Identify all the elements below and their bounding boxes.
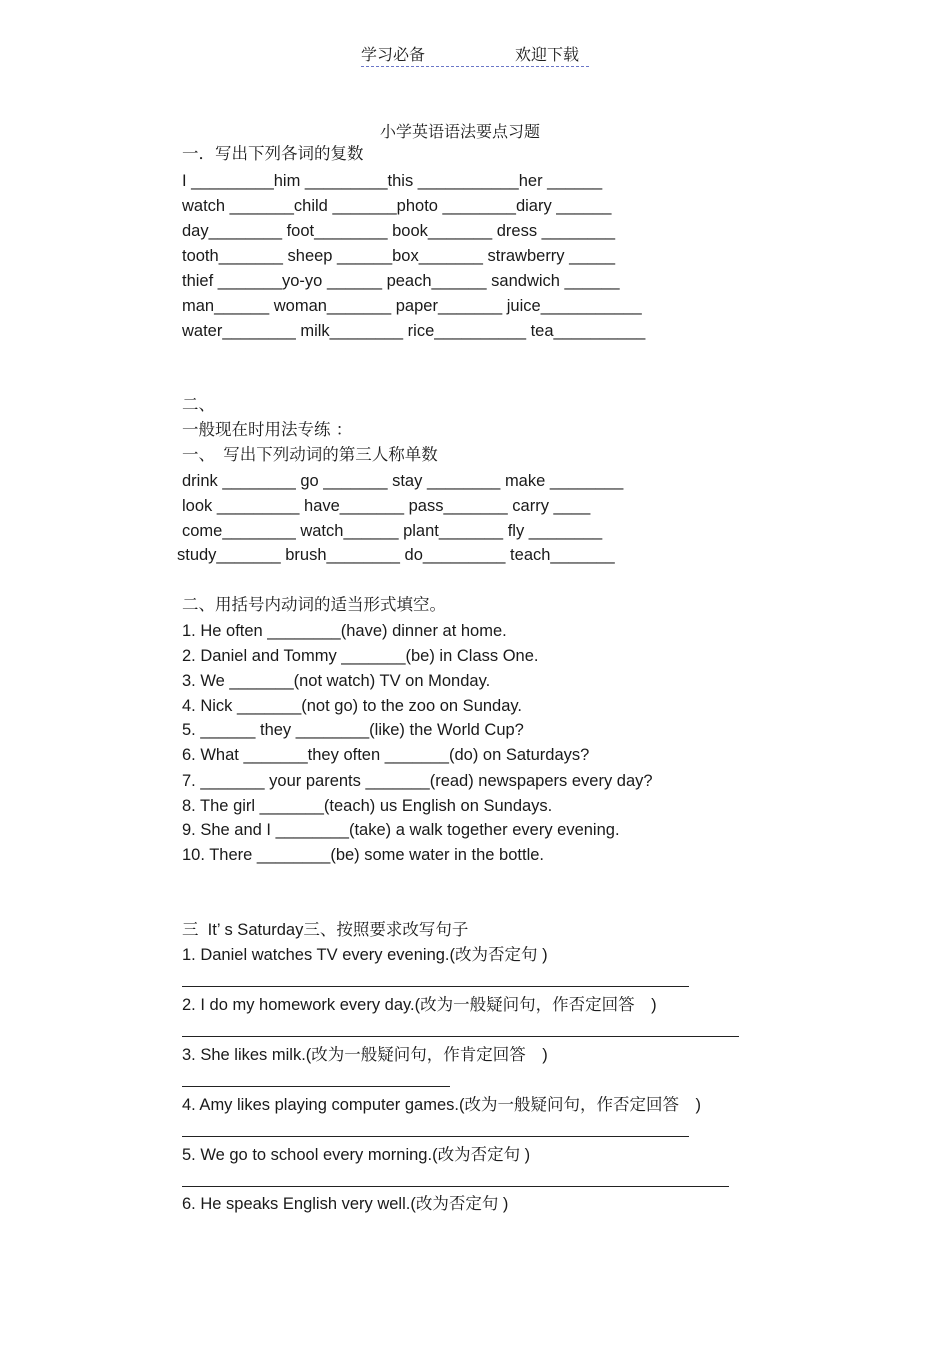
answer-line [182, 1036, 739, 1037]
plural-row: thief _______yo-yo ______ peach______ sandwich ______ [182, 272, 620, 290]
plural-row: watch _______child _______photo ________diary ______ [182, 197, 612, 215]
answer-line [182, 1086, 450, 1087]
plural-row: man______ woman_______ paper_______ juice___________ [182, 297, 642, 315]
fill-item: 1. He often ________(have) dinner at home. [182, 622, 507, 640]
verb-row: drink ________ go _______ stay ________ make ________ [182, 472, 624, 490]
rewrite-item: 1. Daniel watches TV every evening.(改为否定句 ) [182, 946, 548, 964]
section2-number: 二、 [182, 395, 215, 414]
worksheet-title: 小学英语语法要点习题 [380, 122, 541, 141]
fill-item: 3. We _______(not watch) TV on Monday. [182, 672, 491, 690]
section2-sub1: 一、 写出下列动词的第三人称单数 [182, 445, 438, 464]
answer-line [182, 1186, 729, 1187]
section3-heading: 三 It’ s Saturday三、按照要求改写句子 [182, 921, 469, 939]
plural-row: tooth_______ sheep ______box_______ strawberry _____ [182, 247, 616, 265]
rewrite-item: 4. Amy likes playing computer games.(改为一般疑问句，作否定回答 ) [182, 1096, 701, 1114]
header-left-text: 学习必备 [361, 45, 426, 64]
fill-item: 6. What _______they often _______(do) on Saturdays? [182, 746, 590, 764]
verb-row: look _________ have_______ pass_______ carry ____ [182, 497, 591, 515]
plural-row: I _________him _________this ___________her ______ [182, 172, 603, 190]
fill-item: 5. ______ they ________(like) the World Cup? [182, 721, 524, 739]
fill-item: 9. She and I ________(take) a walk together every evening. [182, 821, 620, 839]
rewrite-item: 2. I do my homework every day.(改为一般疑问句，作否定回答 ) [182, 996, 657, 1014]
section1-heading: 一．写出下列各词的复数 [182, 144, 364, 163]
fill-item: 7. _______ your parents _______(read) newspapers every day? [182, 772, 653, 790]
page-header [361, 40, 589, 67]
fill-item: 8. The girl _______(teach) us English on Sundays. [182, 797, 553, 815]
fill-item: 2. Daniel and Tommy _______(be) in Class One. [182, 647, 539, 665]
section2-sub2: 二、用括号内动词的适当形式填空。 [182, 595, 446, 614]
plural-row: day________ foot________ book_______ dress ________ [182, 222, 616, 240]
fill-item: 4. Nick _______(not go) to the zoo on Sunday. [182, 697, 523, 715]
rewrite-item: 3. She likes milk.(改为一般疑问句，作肯定回答 ) [182, 1046, 548, 1064]
verb-row: come________ watch______ plant_______ fly ________ [182, 522, 603, 540]
answer-line [182, 1136, 689, 1137]
verb-row: study_______ brush________ do_________ teach_______ [177, 546, 615, 564]
fill-item: 10. There ________(be) some water in the bottle. [182, 846, 545, 864]
section2-heading: 一般现在时用法专练 ： [182, 420, 353, 439]
rewrite-item: 6. He speaks English very well.(改为否定句 ) [182, 1195, 509, 1213]
answer-line [182, 986, 689, 987]
header-right-text: 欢迎下载 [515, 45, 580, 64]
rewrite-item: 5. We go to school every morning.(改为否定句 ) [182, 1146, 531, 1164]
plural-row: water________ milk________ rice__________ tea__________ [182, 322, 646, 340]
